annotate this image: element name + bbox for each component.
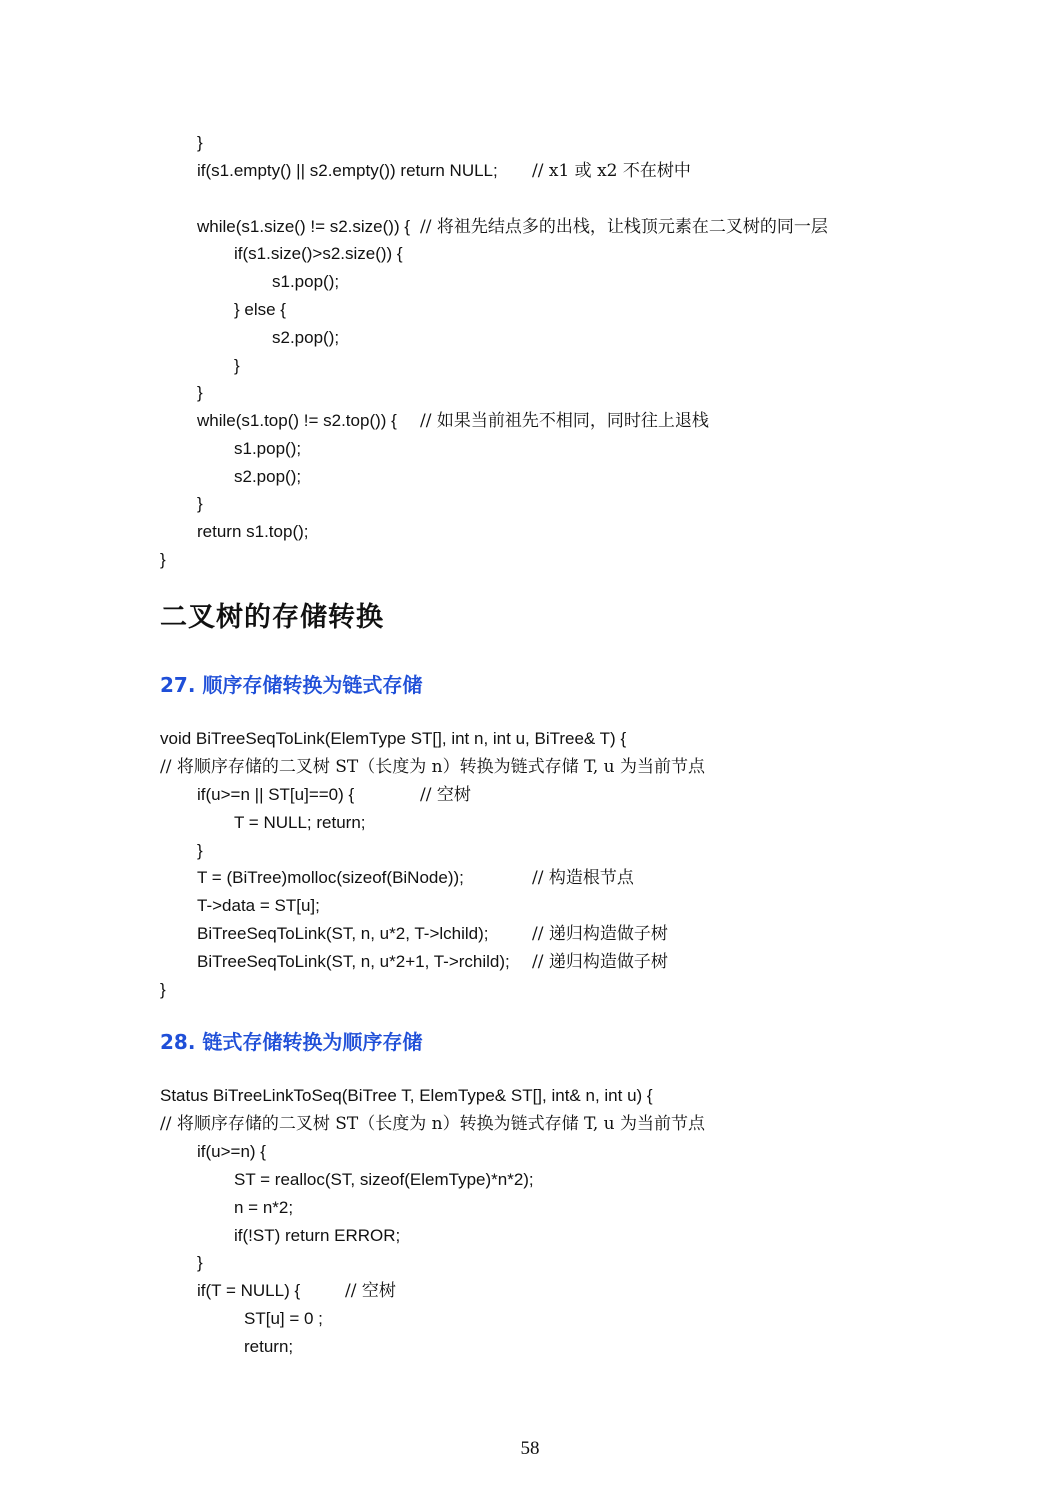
code-comment: // 将顺序存储的二叉树 ST（长度为 n）转换为链式存储 T, u 为当前节点 xyxy=(160,757,706,777)
code-comment: // 递归构造做子树 xyxy=(532,924,668,944)
heading-28: 28. 链式存储转换为顺序存储 xyxy=(160,1030,423,1054)
heading-27: 27. 顺序存储转换为链式存储 xyxy=(160,673,423,697)
code-comment: // 空树 xyxy=(420,785,471,805)
code-line: } xyxy=(160,980,166,999)
code-line: if(u>=n) { xyxy=(197,1142,266,1161)
code-line: if(u>=n || ST[u]==0) { xyxy=(197,785,355,804)
section-title: 二叉树的存储转换 xyxy=(160,602,384,633)
code-comment: // 递归构造做子树 xyxy=(532,952,668,972)
code-line: T->data = ST[u]; xyxy=(197,896,320,915)
code-comment: // 将祖先结点多的出栈，让栈顶元素在二叉树的同一层 xyxy=(420,217,828,237)
code-line: if(!ST) return ERROR; xyxy=(234,1226,401,1245)
code-line: if(s1.empty() || s2.empty()) return NULL; xyxy=(197,161,498,180)
code-line: while(s1.top() != s2.top()) { xyxy=(197,411,397,430)
code-line: } xyxy=(197,133,203,152)
code-line: return; xyxy=(244,1337,294,1356)
code-line: BiTreeSeqToLink(ST, n, u*2, T->lchild); xyxy=(197,924,489,943)
code-comment: // 将顺序存储的二叉树 ST（长度为 n）转换为链式存储 T, u 为当前节点 xyxy=(160,1114,706,1134)
code-line: ST = realloc(ST, sizeof(ElemType)*n*2); xyxy=(234,1170,534,1189)
code-line: n = n*2; xyxy=(234,1198,294,1217)
code-line: } xyxy=(197,1253,203,1272)
code-line: T = NULL; return; xyxy=(234,813,366,832)
code-line: s2.pop(); xyxy=(234,467,302,486)
code-line: if(s1.size()>s2.size()) { xyxy=(234,244,403,263)
code-comment: // 构造根节点 xyxy=(532,868,634,888)
code-comment: // 空树 xyxy=(345,1281,396,1301)
code-line: } xyxy=(160,550,166,569)
code-line: while(s1.size() != s2.size()) { xyxy=(197,217,411,236)
code-line: } else { xyxy=(234,300,286,319)
code-line: void BiTreeSeqToLink(ElemType ST[], int n, int u, BiTree& T) { xyxy=(160,729,627,748)
code-line: } xyxy=(234,356,240,375)
page-number: 58 xyxy=(520,1438,540,1459)
code-line: } xyxy=(197,383,203,402)
code-line: T = (BiTree)molloc(sizeof(BiNode)); xyxy=(197,868,464,887)
code-line: s1.pop(); xyxy=(272,272,340,291)
code-line: s1.pop(); xyxy=(234,439,302,458)
code-comment: // x1 或 x2 不在树中 xyxy=(532,161,691,181)
code-line: } xyxy=(197,494,203,513)
code-line: if(T = NULL) { xyxy=(197,1281,301,1300)
code-line: BiTreeSeqToLink(ST, n, u*2+1, T->rchild); xyxy=(197,952,510,971)
code-line: ST[u] = 0 ; xyxy=(244,1309,323,1328)
code-comment: // 如果当前祖先不相同，同时往上退栈 xyxy=(420,411,709,431)
code-line: return s1.top(); xyxy=(197,522,309,541)
code-line: Status BiTreeLinkToSeq(BiTree T, ElemType& ST[], int& n, int u) { xyxy=(160,1086,653,1105)
code-line: } xyxy=(197,841,203,860)
code-line: s2.pop(); xyxy=(272,328,340,347)
